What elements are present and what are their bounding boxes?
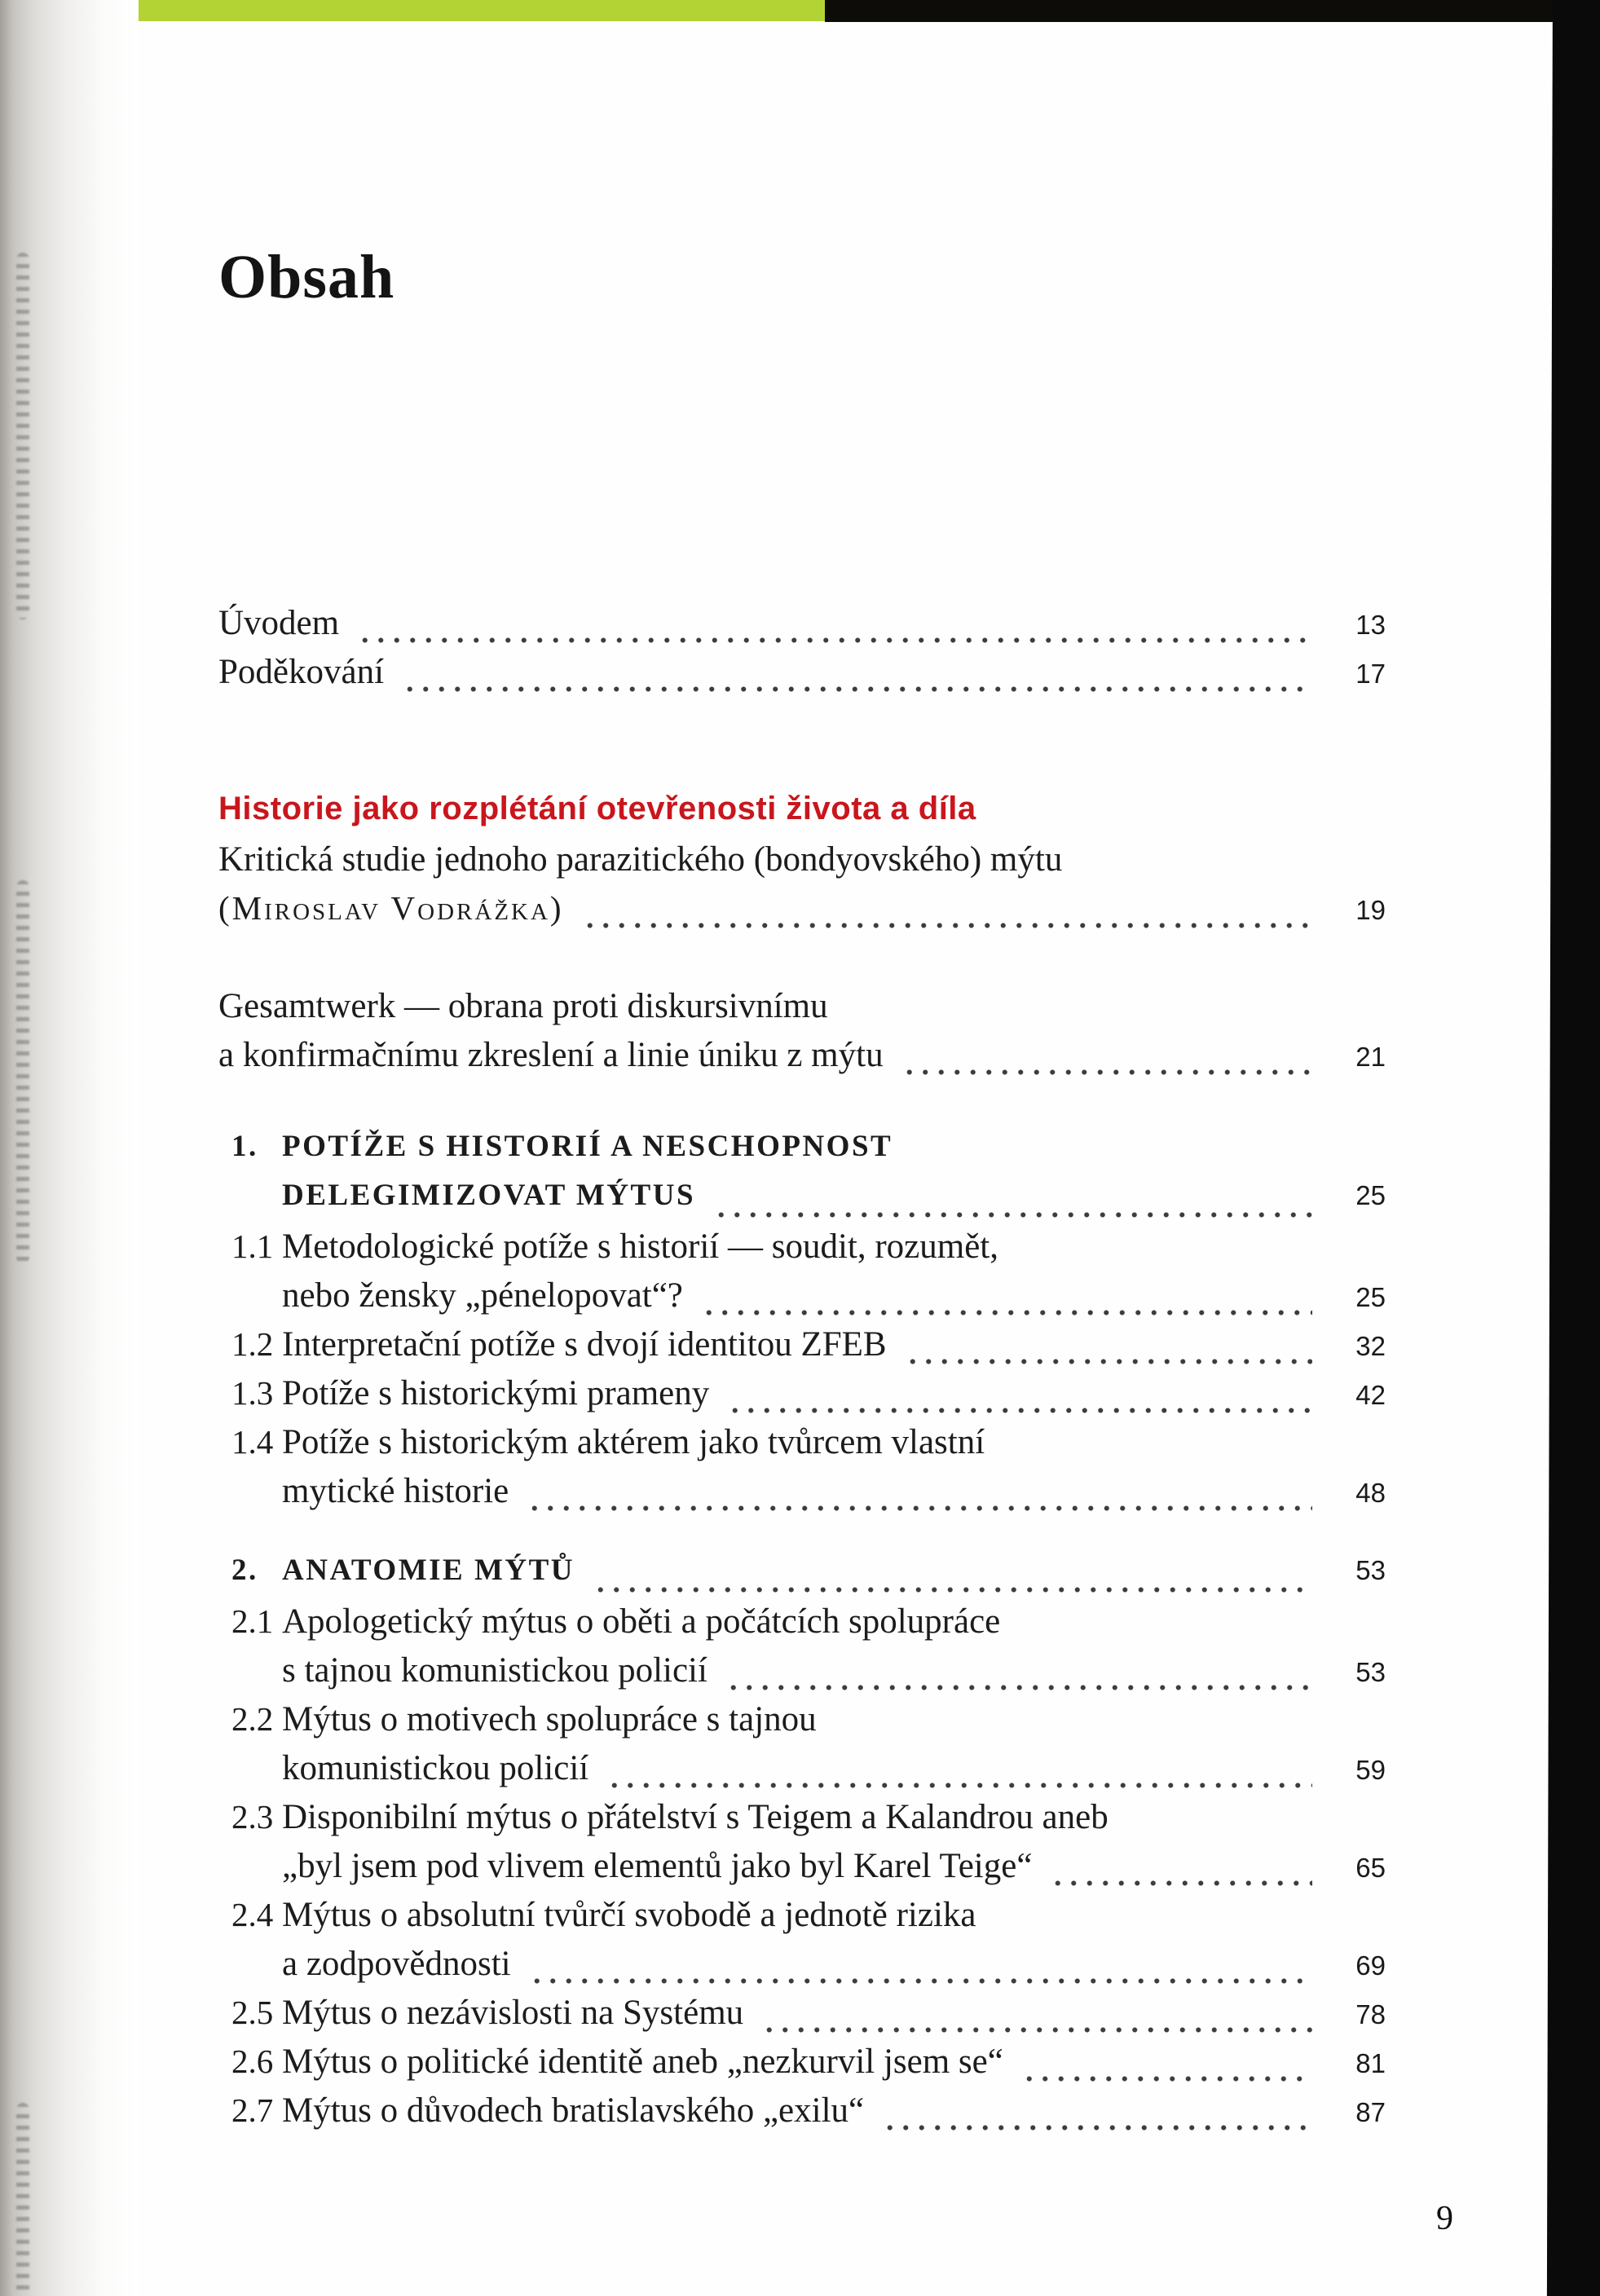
- toc-line: [218, 1553, 1386, 1602]
- toc-entry-title: Metodologické potíže s historií — soudit, rozumět,: [282, 1227, 998, 1266]
- toc-line: [218, 1650, 1386, 1699]
- toc-entry-title: Apologetický mýtus o oběti a počátcích spolupráce: [282, 1602, 1001, 1641]
- toc-entry-number: 1.: [231, 1130, 258, 1163]
- toc-line: [218, 1422, 1386, 1471]
- page-number-folio: 9: [1436, 2200, 1453, 2237]
- toc-line: [218, 1129, 1386, 1178]
- toc-line: [218, 791, 1386, 840]
- toc-entry-title: DELEGIMIZOVAT MÝTUS: [282, 1179, 696, 1212]
- toc-page-number: 17: [1355, 659, 1386, 689]
- toc-line: [218, 840, 1386, 888]
- toc-line: [218, 1895, 1386, 1944]
- toc-line: [218, 652, 1386, 701]
- toc-entry-title: POTÍŽE S HISTORIÍ A NESCHOPNOST: [282, 1130, 893, 1163]
- dot-leader: [699, 1309, 1312, 1316]
- binding-stitch-marks: [16, 880, 29, 1263]
- dot-leader: [900, 1069, 1312, 1076]
- toc-entry-title: Historie jako rozplétání otevřenosti života a díla: [218, 791, 976, 826]
- toc-line: [218, 1748, 1386, 1797]
- toc-entry-title: a zodpovědnosti: [282, 1945, 511, 1983]
- dot-leader: [1048, 1880, 1312, 1887]
- toc-page-number: 59: [1355, 1755, 1386, 1785]
- toc-entry-number: 1.2: [231, 1325, 274, 1363]
- toc-line: [218, 1035, 1386, 1084]
- toc-entry-title: Mýtus o nezávislosti na Systému: [282, 1994, 744, 2032]
- toc-line: [218, 1846, 1386, 1895]
- toc-page-number: 78: [1355, 1999, 1386, 2029]
- toc-page-number: 65: [1355, 1853, 1386, 1883]
- toc-entry-title: Poděkování: [218, 653, 385, 691]
- toc-entry-title: nebo žensky „pénelopovat“?: [282, 1276, 683, 1315]
- toc-entry-number: 2.3: [231, 1798, 274, 1835]
- toc-entry-title: Úvodem: [218, 604, 340, 642]
- toc-line: [218, 1178, 1386, 1227]
- toc-line: [218, 1699, 1386, 1748]
- toc-entry-title: a konfirmačnímu zkreslení a linie úniku z mýtu: [218, 1036, 884, 1074]
- dot-leader: [355, 637, 1312, 644]
- toc-page-number: 25: [1355, 1282, 1386, 1312]
- toc-entry-number: 1.4: [231, 1423, 274, 1461]
- toc-page-number: 19: [1355, 895, 1386, 925]
- toc-entry-number: 2.2: [231, 1700, 274, 1738]
- toc-entry-number: 1.1: [231, 1227, 274, 1265]
- toc-line: [218, 2042, 1386, 2091]
- page-title: Obsah: [218, 242, 395, 311]
- dot-leader: [712, 1211, 1312, 1219]
- toc-entry-title: mytické historie: [282, 1472, 509, 1510]
- toc-line: [218, 1993, 1386, 2042]
- dot-leader: [591, 1586, 1312, 1593]
- toc-line: [218, 2091, 1386, 2140]
- toc-page-number: 53: [1355, 1657, 1386, 1687]
- toc-line: [218, 1797, 1386, 1846]
- toc-entry-number: 2.5: [231, 1994, 274, 2031]
- book-cover-green-strip: [78, 0, 825, 21]
- toc-page-number: 48: [1355, 1478, 1386, 1508]
- toc-entry-title: Mýtus o motivech spolupráce s tajnou: [282, 1700, 817, 1739]
- toc-line: [218, 986, 1386, 1035]
- toc-entry-title: Potíže s historickými prameny: [282, 1374, 710, 1412]
- toc-page-number: 87: [1355, 2097, 1386, 2127]
- scan-right-black-edge: [1543, 0, 1600, 2296]
- dot-leader: [724, 1684, 1312, 1691]
- toc-page-number: 13: [1355, 610, 1386, 640]
- dot-leader: [1020, 2075, 1312, 2082]
- toc-line: [218, 1944, 1386, 1993]
- toc-entry-number: 2.7: [231, 2091, 274, 2129]
- dot-leader: [400, 685, 1312, 693]
- toc-entry-title: Mýtus o absolutní tvůrčí svobodě a jednotě rizika: [282, 1896, 976, 1934]
- toc-line: [218, 1602, 1386, 1650]
- toc-entry-number: 2.: [231, 1553, 258, 1587]
- toc-entry-number: 2.4: [231, 1896, 274, 1933]
- toc-entry-number: 1.3: [231, 1374, 274, 1412]
- toc-line: [218, 1373, 1386, 1422]
- dot-leader: [903, 1358, 1312, 1365]
- binding-stitch-marks: [16, 2103, 29, 2296]
- toc-entry-title: s tajnou komunistickou policií: [282, 1651, 707, 1690]
- toc-line: [218, 1324, 1386, 1373]
- toc-entry-title: Mýtus o důvodech bratislavského „exilu“: [282, 2091, 865, 2130]
- binding-stitch-marks: [16, 253, 29, 619]
- toc-line: [218, 888, 1386, 937]
- toc-entry-number: 2.1: [231, 1602, 274, 1640]
- toc-entry-title: Potíže s historickým aktérem jako tvůrcem vlastní: [282, 1423, 985, 1461]
- toc-line: [218, 1471, 1386, 1520]
- dot-leader: [527, 1977, 1312, 1985]
- toc-entry-title: ANATOMIE MÝTŮ: [282, 1553, 575, 1587]
- toc-page-number: 81: [1355, 2048, 1386, 2078]
- toc-entry-title: Mýtus o politické identitě aneb „nezkurvil jsem se“: [282, 2043, 1003, 2081]
- toc-entry-number: 2.6: [231, 2043, 274, 2080]
- toc-entry-title: Interpretační potíže s dvojí identitou ZFEB: [282, 1325, 887, 1364]
- dot-leader: [725, 1407, 1312, 1414]
- toc-entry-title: „byl jsem pod vlivem elementů jako byl Karel Teige“: [282, 1847, 1033, 1885]
- toc-entry-title: komunistickou policií: [282, 1749, 589, 1787]
- book-binding-gutter: [0, 0, 139, 2296]
- toc-page-number: 69: [1355, 1950, 1386, 1981]
- dot-leader: [525, 1505, 1312, 1512]
- dot-leader: [880, 2124, 1312, 2131]
- toc-entry-title: (Miroslav Vodrážka): [218, 889, 564, 927]
- toc-line: [218, 603, 1386, 652]
- toc-page-number: 32: [1355, 1331, 1386, 1361]
- dot-leader: [580, 922, 1312, 929]
- toc-line: [218, 1276, 1386, 1324]
- toc-page-number: 21: [1355, 1042, 1386, 1072]
- toc-entry-title: Gesamtwerk — obrana proti diskursivnímu: [218, 987, 828, 1025]
- toc-entry-title: Kritická studie jednoho parazitického (bondyovského) mýtu: [218, 840, 1063, 879]
- dot-leader: [760, 2026, 1312, 2034]
- toc-page-number: 25: [1355, 1180, 1386, 1210]
- toc-page-number: 53: [1355, 1555, 1386, 1585]
- dot-leader: [605, 1782, 1312, 1789]
- toc-page-number: 42: [1355, 1380, 1386, 1410]
- scan-top-black-strip-right: [825, 0, 1600, 22]
- toc-entry-title: Disponibilní mýtus o přátelství s Teigem a Kalandrou aneb: [282, 1798, 1109, 1836]
- table-of-contents: [218, 603, 1386, 2140]
- toc-line: [218, 1227, 1386, 1276]
